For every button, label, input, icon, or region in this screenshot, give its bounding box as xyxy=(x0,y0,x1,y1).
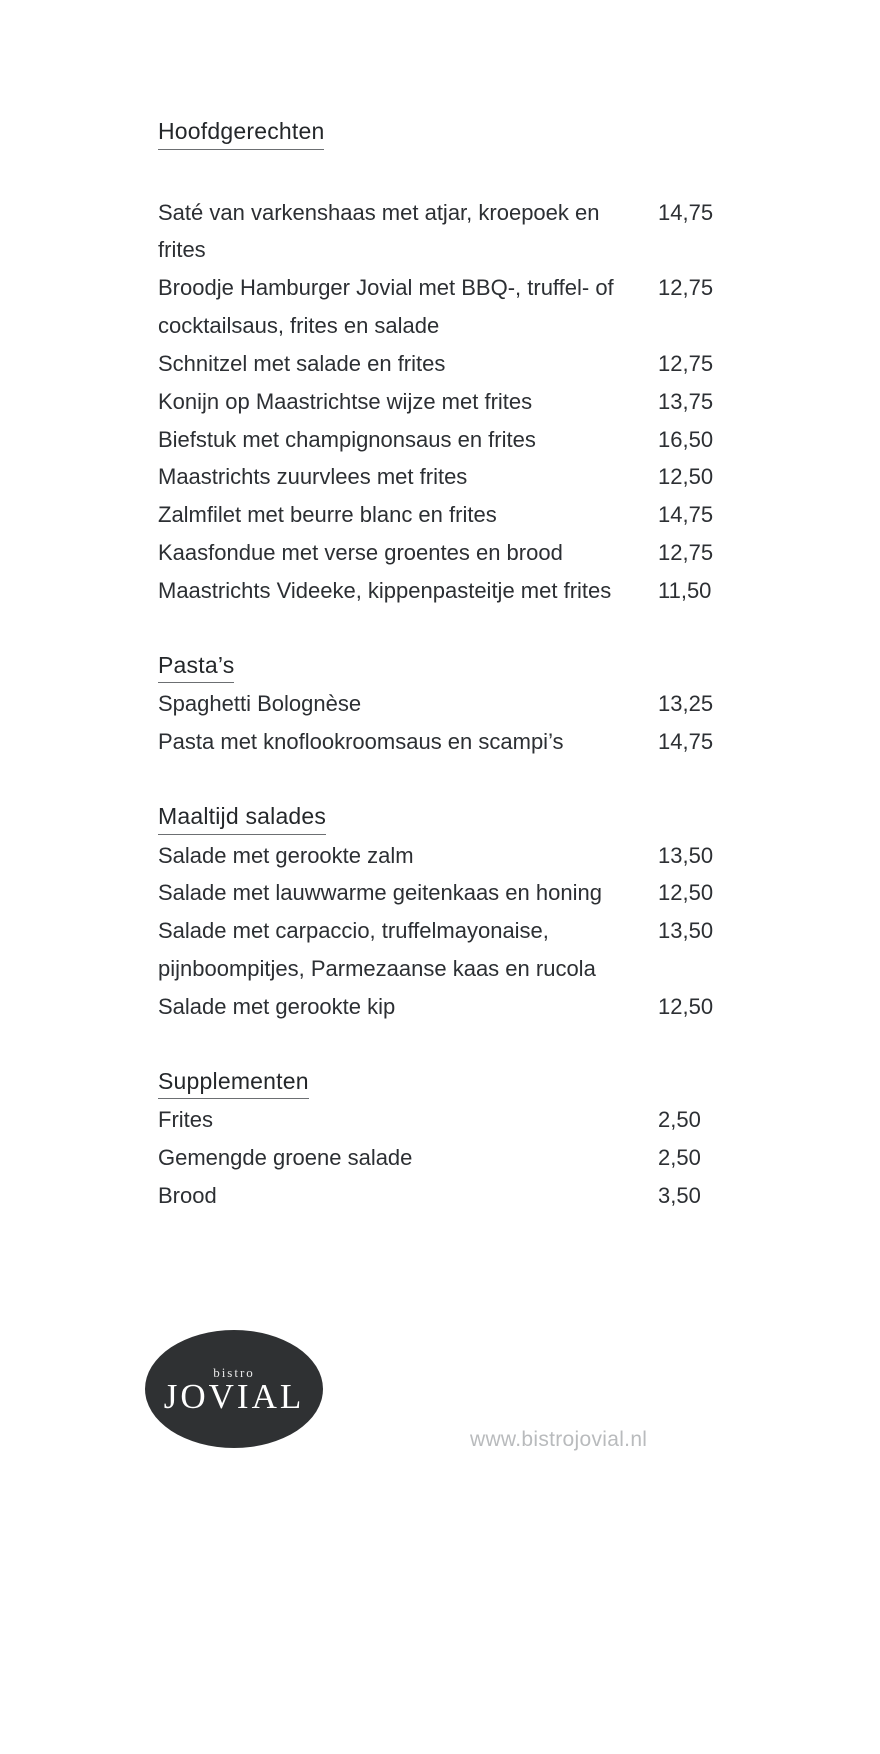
section-title-maaltijd-salades: Maaltijd salades xyxy=(158,803,326,835)
menu-item-price: 14,75 xyxy=(658,502,714,528)
menu-item-price: 12,50 xyxy=(658,464,714,490)
section-title-hoofdgerechten: Hoofdgerechten xyxy=(158,118,324,150)
item-list-hoofdgerechten xyxy=(158,194,758,610)
menu-item-name: Salade met lauwwarme geitenkaas en honing xyxy=(158,880,602,906)
menu-item xyxy=(158,723,758,761)
spacer xyxy=(158,1026,758,1068)
menu-item xyxy=(158,1139,758,1177)
menu-item-price: 13,50 xyxy=(658,918,714,944)
menu-item-price: 14,75 xyxy=(658,199,714,225)
menu-item-price: 12,75 xyxy=(658,275,714,301)
menu-item-name: Schnitzel met salade en frites xyxy=(158,350,446,376)
menu-item xyxy=(158,912,758,988)
section-pastas xyxy=(158,652,758,761)
section-hoofdgerechten xyxy=(158,118,758,610)
section-title-pastas: Pasta’s xyxy=(158,652,234,684)
spacer xyxy=(158,610,758,652)
menu-item-price: 3,50 xyxy=(658,1182,701,1208)
menu-item-name: Kaasfondue met verse groentes en brood xyxy=(158,540,563,566)
menu-item-name: Salade met gerookte kip xyxy=(158,993,396,1019)
menu-item xyxy=(158,572,758,610)
section-maaltijd-salades xyxy=(158,803,758,1026)
menu-item-price: 16,50 xyxy=(658,426,714,452)
menu-item xyxy=(158,383,758,421)
menu-item-name: Frites xyxy=(158,1107,213,1133)
menu-item-price: 12,50 xyxy=(658,880,714,906)
section-title-supplementen: Supplementen xyxy=(158,1068,309,1100)
menu-item-name: Spaghetti Bolognèse xyxy=(158,691,362,717)
menu-item xyxy=(158,837,758,875)
menu-item xyxy=(158,345,758,383)
menu-item-price: 11,50 xyxy=(658,577,712,603)
item-list-pastas xyxy=(158,685,758,761)
menu-item xyxy=(158,874,758,912)
menu-item-name: Salade met gerookte zalm xyxy=(158,842,414,868)
item-list-maaltijd-salades xyxy=(158,837,758,1026)
menu-item xyxy=(158,1101,758,1139)
menu-item-name: Biefstuk met champignonsaus en frites xyxy=(158,426,536,452)
menu-item xyxy=(158,534,758,572)
menu-item-price: 13,75 xyxy=(658,388,714,414)
menu-item-price: 13,50 xyxy=(658,842,714,868)
menu-item-price: 14,75 xyxy=(658,729,714,755)
menu-item-name: Pasta met knoflookroomsaus en scampi’s xyxy=(158,729,564,755)
menu-item-price: 12,50 xyxy=(658,993,714,1019)
menu-item-price: 13,25 xyxy=(658,691,714,717)
logo-top-text: bistro xyxy=(213,1364,255,1380)
menu-item-name: Konijn op Maastrichtse wijze met frites xyxy=(158,388,533,414)
menu-item xyxy=(158,988,758,1026)
menu-item xyxy=(158,685,758,723)
logo-main-text: JOVIAL xyxy=(163,1376,305,1416)
menu-item-price: 12,75 xyxy=(658,540,714,566)
menu-item-name: Brood xyxy=(158,1182,217,1208)
menu-content xyxy=(158,118,758,1215)
menu-item-price: 2,50 xyxy=(658,1107,701,1133)
menu-item-price: 2,50 xyxy=(658,1145,701,1171)
website-url: www.bistrojovial.nl xyxy=(470,1428,648,1451)
menu-item xyxy=(158,269,758,345)
menu-item-name: Zalmfilet met beurre blanc en frites xyxy=(158,502,497,528)
menu-item xyxy=(158,458,758,496)
bistro-jovial-logo xyxy=(145,1330,323,1448)
menu-item xyxy=(158,496,758,534)
menu-item xyxy=(158,194,758,270)
section-supplementen xyxy=(158,1068,758,1215)
menu-item xyxy=(158,1177,758,1215)
item-list-supplementen xyxy=(158,1101,758,1214)
spacer xyxy=(158,761,758,803)
menu-item-name: Saté van varkenshaas met atjar, kroepoek en frites xyxy=(158,199,600,263)
menu-item-name: Maastrichts Videeke, kippenpasteitje met frites xyxy=(158,577,612,603)
menu-item-name: Gemengde groene salade xyxy=(158,1145,413,1171)
menu-item-price: 12,75 xyxy=(658,350,714,376)
menu-item-name: Salade met carpaccio, truffelmayonaise, pijnboompitjes, Parmezaanse kaas en rucola xyxy=(158,918,596,982)
menu-item-name: Broodje Hamburger Jovial met BBQ-, truffel- of cocktailsaus, frites en salade xyxy=(158,275,614,339)
menu-item xyxy=(158,421,758,459)
menu-item-name: Maastrichts zuurvlees met frites xyxy=(158,464,468,490)
